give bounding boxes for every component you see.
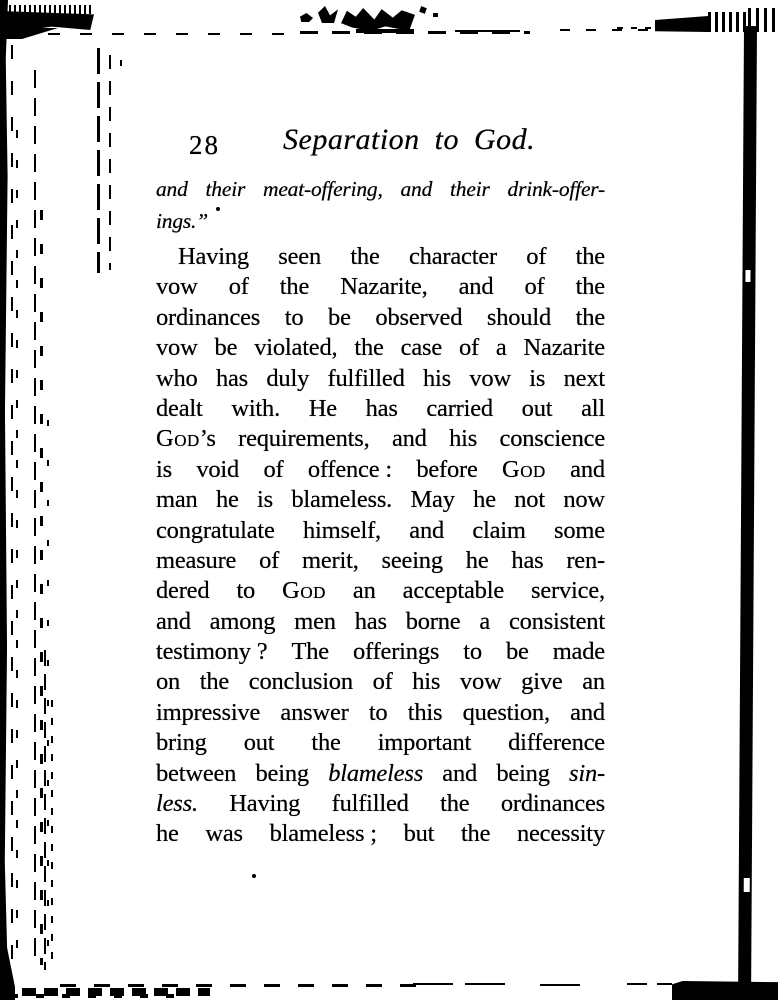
word: fulfilled	[331, 790, 409, 818]
ink-smudge	[356, 29, 414, 33]
word: not	[514, 486, 545, 514]
word: is	[257, 486, 273, 514]
bottom-right-band	[672, 981, 778, 1000]
word: fulfilled	[327, 364, 405, 392]
word: The	[291, 638, 329, 666]
left-binding-strip	[0, 0, 8, 980]
word: their	[450, 177, 490, 201]
word: consistent	[508, 607, 605, 635]
word: the	[311, 729, 341, 757]
word: May	[410, 486, 455, 514]
word: Having	[229, 790, 301, 818]
word: of	[526, 243, 547, 270]
word: has	[511, 546, 544, 574]
word: of	[524, 273, 545, 301]
word: drink-offer-	[507, 177, 605, 201]
ink-smudge	[300, 13, 313, 22]
word: and	[400, 177, 433, 201]
word: the	[440, 790, 470, 818]
word: his	[449, 425, 478, 453]
text-line	[156, 790, 605, 820]
word: to	[368, 698, 388, 726]
word: being	[496, 759, 550, 787]
word: himself,	[302, 516, 381, 544]
word: bring	[156, 729, 207, 757]
word: out	[243, 729, 275, 757]
word: seeing	[381, 546, 443, 574]
word: their	[205, 177, 246, 201]
ink-speck	[120, 60, 122, 66]
text-line	[156, 547, 605, 577]
word: to	[236, 577, 256, 605]
gutter-line	[40, 210, 43, 965]
text-line	[156, 209, 605, 241]
word: character	[409, 243, 497, 270]
word: conclusion	[248, 668, 353, 696]
word: his	[412, 668, 441, 696]
bottom-dashed-line	[627, 983, 672, 985]
text-line	[156, 638, 605, 668]
word: be	[505, 638, 529, 666]
word: less.	[156, 790, 198, 818]
word: ren-	[566, 546, 605, 574]
word: borne	[405, 607, 461, 635]
word: being	[255, 759, 309, 787]
word: and	[570, 455, 605, 483]
word: has	[215, 364, 249, 392]
ink-smudge	[419, 6, 427, 14]
body-text	[156, 243, 605, 851]
word: has	[365, 394, 398, 422]
word: the	[350, 243, 380, 270]
word: God	[282, 577, 326, 605]
word: he	[473, 486, 496, 514]
ink-smudge	[433, 13, 438, 17]
word: God’s	[156, 425, 216, 453]
word: claim	[472, 516, 526, 544]
word: vow	[469, 364, 511, 392]
bar-notch	[745, 270, 750, 282]
word: vow	[459, 668, 502, 696]
gutter-line	[109, 55, 111, 270]
word: give	[521, 668, 563, 696]
word: the	[460, 820, 491, 848]
text-line	[156, 760, 605, 790]
word: and	[570, 698, 605, 726]
bottom-dashed-line	[60, 984, 420, 987]
word: He	[308, 394, 337, 422]
word: blameless	[328, 759, 424, 787]
word: acceptable	[402, 577, 505, 605]
word: the	[575, 273, 605, 301]
word: who	[156, 364, 198, 392]
word: a	[479, 607, 491, 635]
word: offence :	[307, 455, 392, 483]
word: he	[215, 486, 239, 514]
word: and	[458, 273, 494, 301]
text-line	[156, 668, 605, 698]
gutter-line	[51, 700, 53, 970]
top-dashed-line	[455, 30, 520, 32]
word: conscience	[499, 425, 605, 453]
top-right-dashes	[617, 27, 653, 29]
word: merit,	[302, 546, 359, 574]
word: service,	[531, 577, 605, 605]
right-binding-bar	[738, 26, 757, 984]
word: case	[400, 334, 443, 362]
gutter-line	[34, 70, 36, 965]
text-line	[156, 608, 605, 638]
word: and	[391, 425, 427, 453]
word: man	[156, 486, 198, 514]
word: he	[156, 820, 179, 848]
word: between	[156, 759, 237, 787]
word: with.	[231, 394, 281, 422]
word: answer	[280, 698, 349, 726]
word: the	[575, 243, 605, 270]
word: this	[407, 698, 443, 726]
word: violated,	[254, 334, 338, 362]
text-line	[156, 365, 605, 395]
text-line	[156, 243, 605, 273]
text-line	[156, 820, 605, 850]
text-line	[156, 177, 605, 209]
word: was	[205, 820, 243, 848]
bottom-ragged-edge	[10, 994, 190, 998]
word: and	[442, 759, 478, 787]
text-line	[156, 395, 605, 425]
top-right-edge-artifact	[655, 16, 708, 32]
word: measure	[156, 546, 237, 574]
word: sin-	[569, 759, 605, 787]
word: ings.”	[156, 208, 208, 233]
gutter-line	[11, 45, 13, 960]
word: next	[563, 364, 605, 392]
word: observed	[375, 303, 463, 331]
text-line	[156, 577, 605, 607]
word: on	[156, 668, 181, 696]
word: congratulate	[156, 516, 275, 544]
word: important	[377, 729, 472, 757]
page-number: 28	[189, 130, 220, 160]
text-line	[156, 517, 605, 547]
word: the	[279, 273, 310, 301]
word: question,	[462, 698, 550, 726]
word: seen	[278, 243, 321, 270]
top-dashed-line	[48, 33, 298, 35]
word: has	[354, 607, 387, 635]
text-line	[156, 456, 605, 486]
word: dered	[156, 577, 210, 605]
word: be	[214, 334, 238, 362]
word: be	[328, 303, 351, 331]
word: necessity	[516, 820, 605, 848]
text-line	[156, 334, 605, 364]
word: Nazarite,	[340, 273, 428, 301]
word: should	[486, 303, 552, 331]
text-line	[156, 486, 605, 516]
word: ordinances	[500, 790, 605, 818]
word: of	[263, 455, 284, 483]
word: impressive	[156, 698, 261, 726]
running-title: Separation to God.	[283, 123, 536, 156]
word: dealt	[156, 394, 203, 422]
word: offerings	[353, 638, 440, 666]
word: is	[529, 364, 546, 392]
word: is	[156, 455, 172, 483]
bar-notch	[744, 878, 750, 892]
word: vow	[156, 334, 198, 362]
word: out	[521, 394, 553, 422]
word: all	[581, 394, 605, 422]
gutter-line	[44, 650, 46, 970]
word: to	[284, 303, 304, 331]
word: and	[156, 177, 188, 201]
word: to	[463, 638, 482, 666]
text-line	[156, 273, 605, 303]
gutter-line	[47, 420, 49, 965]
word: and	[409, 516, 445, 544]
word: before	[416, 455, 478, 483]
ink-smudge	[318, 6, 338, 23]
gutter-line	[16, 130, 18, 960]
word: a	[495, 334, 507, 362]
word: his	[422, 364, 451, 392]
word: an	[582, 668, 605, 696]
word: but	[403, 820, 435, 848]
word: an	[352, 577, 376, 605]
word: the	[575, 303, 605, 331]
word: blameless ;	[269, 820, 377, 848]
word: meat-offering,	[263, 177, 383, 201]
text-line	[156, 729, 605, 759]
word: void	[196, 455, 240, 483]
word: made	[552, 638, 605, 666]
ink-smudge	[341, 8, 415, 31]
word: some	[554, 516, 605, 544]
word: now	[563, 486, 605, 514]
word: blameless.	[291, 486, 393, 514]
word: men	[294, 607, 336, 635]
text-line	[156, 304, 605, 334]
word: God	[502, 455, 546, 483]
word: vow	[156, 273, 198, 301]
word: the	[199, 668, 230, 696]
gutter-line	[97, 48, 100, 273]
word: among	[209, 607, 276, 635]
word: of	[228, 273, 249, 301]
word: the	[354, 334, 384, 362]
top-dashed-line	[560, 29, 655, 31]
word: ordinances	[156, 303, 261, 331]
page-edges-artifact	[708, 12, 746, 32]
word: of	[458, 334, 479, 362]
word: testimony ?	[156, 638, 268, 666]
word: difference	[508, 729, 605, 757]
bottom-dashed-line	[540, 984, 580, 986]
text-line	[156, 699, 605, 729]
ink-speck	[252, 874, 256, 878]
text-line	[156, 425, 605, 455]
word: requirements,	[238, 425, 370, 453]
word: of	[259, 546, 280, 574]
word: Nazarite	[523, 334, 605, 362]
word: he	[465, 546, 489, 574]
word: duly	[266, 364, 310, 392]
word: and	[156, 607, 191, 635]
word: Having	[178, 243, 249, 270]
scripture-quote	[156, 177, 605, 240]
word: of	[372, 668, 393, 696]
word: carried	[426, 394, 493, 422]
bottom-dashed-line	[413, 983, 517, 985]
